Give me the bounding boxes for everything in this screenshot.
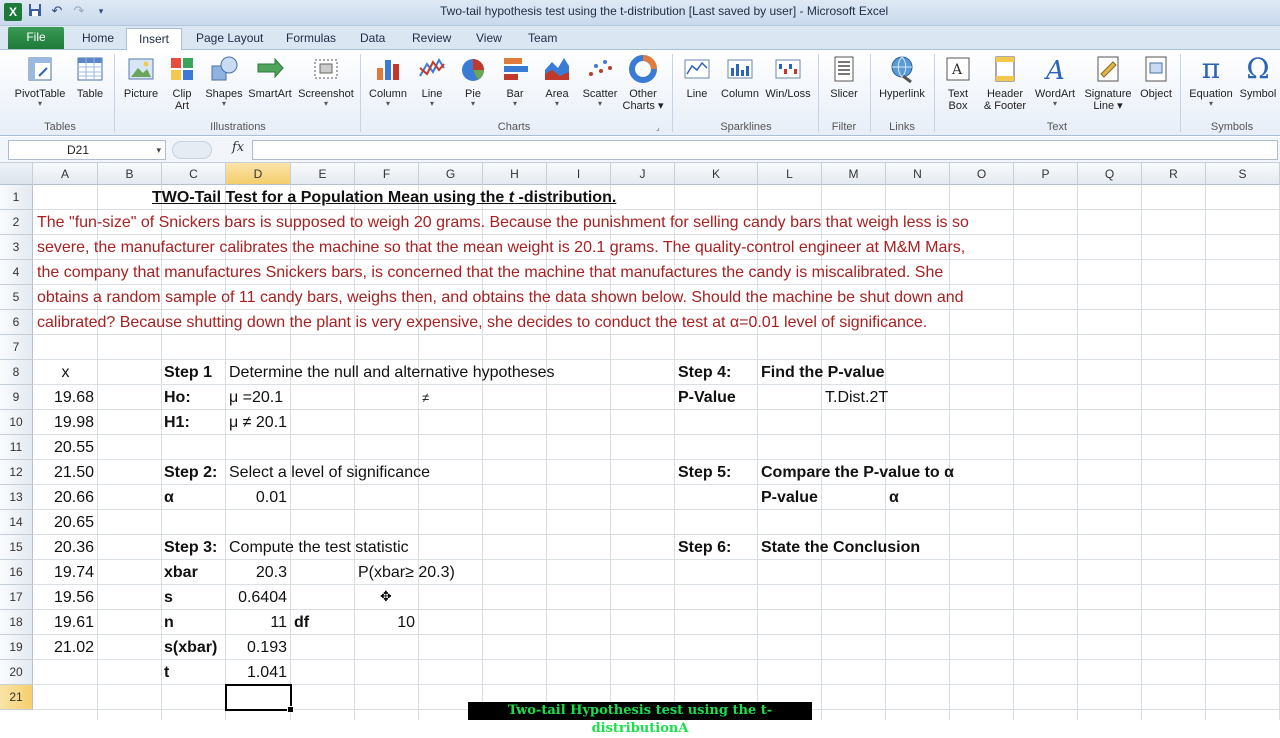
problem-line-1[interactable]: The "fun-size" of Snickers bars is supposed to weigh 20 grams. Because the punishment for selling candy bars that weigh less is so (37, 214, 969, 231)
tab-review[interactable]: Review (412, 31, 452, 45)
text-box-icon (943, 54, 973, 84)
chevron-down-icon[interactable]: ▾ (98, 7, 104, 17)
row-header-16[interactable]: 16 (0, 560, 33, 585)
gridline-horizontal (33, 659, 1280, 660)
column-header-P[interactable]: P (1014, 163, 1078, 185)
scatter-chart-dropdown: ▾ (597, 99, 602, 108)
ho-value[interactable]: μ =20.1 (229, 389, 284, 406)
pie-chart-label: Pie (465, 88, 481, 100)
problem-line-4[interactable]: obtains a random sample of 11 candy bars, weighs then, and obtains the data shown below. Should the machine be shut down and (37, 289, 964, 306)
gridline-horizontal (33, 584, 1280, 585)
row-header-5[interactable]: 5 (0, 285, 33, 310)
x-value-cell[interactable]: 20.65 (53, 514, 94, 531)
header-footer-icon (990, 54, 1020, 84)
other-charts-label-2: Charts ▾ (622, 100, 664, 112)
pvalue-function[interactable]: T.Dist.2T (825, 389, 889, 406)
tab-home[interactable]: Home (82, 31, 115, 45)
svg-text:A: A (952, 62, 963, 78)
tab-data[interactable]: Data (360, 31, 386, 45)
x-value-cell[interactable]: 19.68 (53, 389, 94, 406)
pivottable-dropdown: ▾ (37, 99, 42, 108)
row-header-14[interactable]: 14 (0, 510, 33, 535)
row-header-10[interactable]: 10 (0, 410, 33, 435)
sparkline-column-button[interactable] (718, 54, 762, 100)
row-header-9[interactable]: 9 (0, 385, 33, 410)
chevron-down-icon[interactable]: ▾ (156, 145, 161, 155)
hyperlink-button[interactable] (874, 54, 930, 100)
omega-icon: Ω (1246, 52, 1270, 85)
problem-line-3[interactable]: the company that manufactures Snickers bars, is concerned that the machine that manufactures the candy is miscalibrated. She (37, 264, 944, 281)
compare-alpha[interactable]: α (889, 489, 899, 506)
column-header-B[interactable]: B (98, 163, 162, 185)
shapes-icon (209, 54, 239, 84)
row-header-3[interactable]: 3 (0, 235, 33, 260)
step3-label[interactable]: Step 3: (164, 539, 218, 556)
gridline-horizontal (33, 359, 1280, 360)
move-cursor-icon: ✥ (380, 589, 392, 605)
gridline-vertical (949, 185, 950, 720)
group-separator (360, 54, 361, 132)
pi-icon: π (1201, 52, 1221, 85)
x-value-cell[interactable]: 21.02 (53, 639, 94, 656)
table-button[interactable] (72, 54, 108, 100)
t-label[interactable]: t (164, 664, 170, 681)
signature-line-button[interactable] (1080, 54, 1136, 112)
df-value[interactable]: 10 (397, 614, 415, 631)
gridline-horizontal (33, 384, 1280, 385)
pvalue-label[interactable]: P-Value (678, 389, 736, 406)
step4-label[interactable]: Step 4: (678, 364, 732, 381)
gridline-horizontal (33, 634, 1280, 635)
sparkline-line-label: Line (686, 88, 708, 100)
step4-text[interactable]: Find the P-value (761, 364, 885, 381)
smartart-label: SmartArt (248, 88, 292, 100)
column-header-E[interactable]: E (291, 163, 355, 185)
slicer-button[interactable] (822, 54, 866, 100)
column-header-F[interactable]: F (355, 163, 419, 185)
n-label[interactable]: n (164, 614, 174, 631)
clip-art-icon (167, 54, 197, 84)
group-separator (672, 54, 673, 132)
redo-icon[interactable]: ↷ (73, 4, 85, 19)
wordart-icon (1040, 54, 1070, 84)
worksheet-grid[interactable] (0, 163, 1280, 720)
row-header-18[interactable]: 18 (0, 610, 33, 635)
pie-chart-icon (458, 54, 488, 84)
pivottable-label: PivotTable (14, 88, 66, 100)
line-chart-dropdown: ▾ (429, 99, 434, 108)
column-header-L[interactable]: L (758, 163, 822, 185)
tab-formulas[interactable]: Formulas (286, 31, 337, 45)
clip-art-label: Clip (172, 88, 192, 100)
bar-chart-label: Bar (506, 88, 524, 100)
gridline-horizontal (33, 684, 1280, 685)
doughnut-chart-icon (628, 54, 658, 84)
sparkline-winloss-label: Win/Loss (765, 88, 811, 100)
gridline-horizontal (33, 559, 1280, 560)
signature-line-icon (1093, 54, 1123, 84)
pivottable-icon (25, 54, 55, 84)
column-header-I[interactable]: I (547, 163, 611, 185)
gridline-horizontal (33, 534, 1280, 535)
symbol-button[interactable] (1238, 54, 1278, 100)
column-header-Q[interactable]: Q (1078, 163, 1142, 185)
row-header-11[interactable]: 11 (0, 435, 33, 460)
group-links: Links (889, 121, 915, 133)
tab-page-layout[interactable]: Page Layout (196, 31, 264, 45)
column-header-C[interactable]: C (162, 163, 226, 185)
column-header-A[interactable]: A (33, 163, 98, 185)
group-separator (818, 54, 819, 132)
step6-label[interactable]: Step 6: (678, 539, 732, 556)
column-chart-dropdown: ▾ (385, 99, 390, 108)
sheet-title[interactable] (152, 185, 616, 210)
window-title: Two-tail hypothesis test using the t-distribution [Last saved by user] - Microsoft Excel (440, 4, 889, 18)
formula-controls[interactable] (172, 141, 212, 159)
object-label: Object (1140, 88, 1172, 100)
gridline-vertical (1205, 185, 1206, 720)
row-header-15[interactable]: 15 (0, 535, 33, 560)
scatter-chart-icon (585, 54, 615, 84)
signature-line-label: Signature (1084, 88, 1132, 100)
row-header-21[interactable]: 21 (0, 685, 33, 710)
x-value-cell[interactable]: 21.50 (53, 464, 94, 481)
step1-label[interactable]: Step 1 (164, 364, 213, 381)
slicer-icon (829, 54, 859, 84)
screenshot-dropdown: ▾ (323, 99, 328, 108)
gridline-vertical (1141, 185, 1142, 720)
shapes-dropdown: ▾ (221, 99, 226, 108)
sparkline-winloss-icon (773, 54, 803, 84)
globe-link-icon (887, 54, 917, 84)
clip-art-button[interactable] (164, 54, 200, 112)
wordart-dropdown: ▾ (1052, 99, 1057, 108)
header-footer-label-2: & Footer (983, 100, 1027, 112)
other-charts-button[interactable] (622, 54, 664, 112)
sxbar-value[interactable]: 0.193 (246, 639, 287, 656)
screenshot-icon (311, 54, 341, 84)
sheet-title-t: t (508, 189, 515, 206)
gridline-horizontal (33, 459, 1280, 460)
row-header-17[interactable]: 17 (0, 585, 33, 610)
group-tables: Tables (44, 121, 76, 133)
ho-label[interactable]: Ho: (164, 389, 191, 406)
column-header-R[interactable]: R (1142, 163, 1206, 185)
t-value[interactable]: 1.041 (246, 664, 287, 681)
header-footer-label: Header (986, 88, 1024, 100)
column-chart-label: Column (369, 88, 407, 100)
excel-logo-icon[interactable]: X (4, 3, 22, 21)
step5-text[interactable]: Compare the P-value to α (761, 464, 954, 481)
h1-label[interactable]: H1: (164, 414, 190, 431)
smartart-icon (255, 54, 285, 84)
group-filter: Filter (831, 121, 857, 133)
group-separator (934, 54, 935, 132)
s-label[interactable]: s (164, 589, 173, 606)
scatter-chart-button[interactable] (578, 54, 622, 108)
x-value-cell[interactable]: 20.55 (53, 439, 94, 456)
step2-text[interactable]: Select a level of significance (229, 464, 430, 481)
column-header-M[interactable]: M (822, 163, 886, 185)
table-label: Table (76, 88, 104, 100)
title-bar (0, 0, 1280, 26)
group-text: Text (1046, 121, 1068, 133)
group-separator (1180, 54, 1181, 132)
active-cell[interactable] (225, 684, 292, 711)
sparkline-line-icon (682, 54, 712, 84)
gridline-horizontal (33, 509, 1280, 510)
wordart-button[interactable] (1032, 54, 1078, 108)
n-value[interactable]: 11 (270, 614, 287, 631)
row-header-13[interactable]: 13 (0, 485, 33, 510)
row-header-8[interactable]: 8 (0, 360, 33, 385)
step3-text[interactable]: Compute the test statistic (229, 539, 409, 556)
x-value-cell[interactable]: 19.56 (53, 589, 94, 606)
column-header-H[interactable]: H (483, 163, 547, 185)
formula-input[interactable] (252, 140, 1278, 160)
pie-chart-button[interactable] (454, 54, 492, 108)
equation-dropdown: ▾ (1208, 99, 1213, 108)
insert-function-icon[interactable]: fx (232, 140, 245, 155)
row-header-6[interactable]: 6 (0, 310, 33, 335)
text-box-label-2: Box (948, 100, 968, 112)
compare-pvalue[interactable]: P-value (761, 489, 818, 506)
neq-symbol[interactable]: ≠ (422, 390, 430, 405)
row-header-7[interactable]: 7 (0, 335, 33, 360)
picture-label: Picture (123, 88, 159, 100)
svg-text:A: A (1046, 56, 1065, 86)
tab-file[interactable]: File (8, 27, 64, 49)
screenshot-button[interactable] (296, 54, 356, 108)
gridline-horizontal (33, 434, 1280, 435)
column-header-K[interactable]: K (675, 163, 758, 185)
line-chart-button[interactable] (414, 54, 450, 108)
row-header-12[interactable]: 12 (0, 460, 33, 485)
sparkline-column-label: Column (721, 88, 759, 100)
text-box-button[interactable] (938, 54, 978, 112)
column-header-N[interactable]: N (886, 163, 950, 185)
x-value-cell[interactable]: 20.36 (53, 539, 94, 556)
group-separator (114, 54, 115, 132)
clip-art-label-2: Art (174, 100, 190, 112)
x-value-cell[interactable]: 20.66 (53, 489, 94, 506)
step2-label[interactable]: Step 2: (164, 464, 218, 481)
x-header[interactable]: x (61, 364, 70, 381)
object-icon (1141, 54, 1171, 84)
gridline-horizontal (33, 484, 1280, 485)
area-chart-label: Area (545, 88, 569, 100)
column-chart-icon (373, 54, 403, 84)
x-value-cell[interactable]: 19.98 (53, 414, 94, 431)
line-chart-icon (417, 54, 447, 84)
dialog-launcher-icon[interactable]: ⌟ (656, 123, 660, 132)
column-header-J[interactable]: J (611, 163, 675, 185)
undo-icon[interactable]: ↶ (51, 4, 63, 19)
step1-text[interactable]: Determine the null and alternative hypotheses (229, 364, 555, 381)
h1-value[interactable]: μ ≠ 20.1 (229, 414, 288, 431)
gridline-horizontal (33, 609, 1280, 610)
sxbar-label[interactable]: s(xbar) (164, 639, 218, 656)
hyperlink-label: Hyperlink (879, 88, 925, 100)
s-value[interactable]: 0.6404 (238, 589, 287, 606)
ribbon-tabs (0, 26, 1280, 50)
other-charts-label: Other (629, 88, 657, 100)
area-chart-icon (542, 54, 572, 84)
video-caption: Two-tail Hypothesis test using the t-distributionA (468, 702, 812, 720)
sparkline-winloss-button[interactable] (762, 54, 814, 100)
symbol-label: Symbol (1239, 88, 1277, 100)
column-header-G[interactable]: G (419, 163, 483, 185)
sparkline-line-button[interactable] (678, 54, 716, 100)
equation-button[interactable] (1184, 54, 1238, 108)
x-value-cell[interactable]: 19.61 (53, 614, 94, 631)
step5-label[interactable]: Step 5: (678, 464, 732, 481)
alpha-label[interactable]: α (164, 489, 174, 506)
problem-line-2[interactable]: severe, the manufacturer calibrates the machine so that the mean weight is 20.1 grams. The quality-control engineer at M&M Mars, (37, 239, 966, 256)
sheet-title-pre: TWO-Tail Test for a Population Mean using the (152, 189, 509, 206)
row-header-2[interactable]: 2 (0, 210, 33, 235)
column-header-S[interactable]: S (1206, 163, 1280, 185)
name-box-value: D21 (67, 143, 90, 157)
equation-label: Equation (1189, 88, 1233, 100)
row-header-1[interactable]: 1 (0, 185, 33, 210)
bar-chart-icon (500, 54, 530, 84)
column-header-D[interactable]: D (226, 163, 291, 185)
shapes-label: Shapes (205, 88, 243, 100)
name-box[interactable] (8, 140, 166, 160)
scatter-chart-label: Scatter (582, 88, 618, 100)
column-chart-button[interactable] (364, 54, 412, 108)
screenshot-label: Screenshot (298, 88, 354, 100)
table-icon (75, 54, 105, 84)
wordart-label: WordArt (1034, 88, 1076, 100)
problem-line-5[interactable]: calibrated? Because shutting down the plant is very expensive, she decides to conduct the test at α=0.01 level of significance. (37, 314, 928, 331)
object-button[interactable] (1136, 54, 1176, 100)
header-footer-button[interactable] (980, 54, 1030, 112)
xbar-label[interactable]: xbar (164, 564, 198, 581)
select-all-corner[interactable] (0, 163, 33, 185)
row-header-19[interactable]: 19 (0, 635, 33, 660)
group-illustrations: Illustrations (210, 121, 266, 133)
gridline-vertical (1013, 185, 1014, 720)
slicer-label: Slicer (830, 88, 858, 100)
area-chart-dropdown: ▾ (554, 99, 559, 108)
picture-button[interactable] (120, 54, 162, 100)
line-chart-label: Line (421, 88, 443, 100)
group-symbols: Symbols (1210, 121, 1254, 133)
row-header-4[interactable]: 4 (0, 260, 33, 285)
pivottable-button[interactable] (10, 54, 70, 108)
gridline-vertical (1077, 185, 1078, 720)
group-charts: Charts (497, 121, 531, 133)
text-box-label: Text (947, 88, 969, 100)
ribbon-insert (0, 50, 1280, 136)
df-label[interactable]: df (294, 614, 310, 631)
group-separator (870, 54, 871, 132)
gridline-horizontal (33, 409, 1280, 410)
bar-chart-dropdown: ▾ (512, 99, 517, 108)
picture-icon (126, 54, 156, 84)
bar-chart-button[interactable] (496, 54, 534, 108)
probability-text[interactable]: P(xbar≥ 20.3) (358, 564, 455, 581)
alpha-value[interactable]: 0.01 (255, 489, 287, 506)
xbar-value[interactable]: 20.3 (255, 564, 287, 581)
row-header-20[interactable]: 20 (0, 660, 33, 685)
smartart-button[interactable] (246, 54, 294, 100)
sparkline-column-icon (725, 54, 755, 84)
pie-chart-dropdown: ▾ (470, 99, 475, 108)
tab-view[interactable]: View (476, 31, 502, 45)
column-header-O[interactable]: O (950, 163, 1014, 185)
formula-bar (0, 137, 1280, 163)
shapes-button[interactable] (202, 54, 246, 108)
area-chart-button[interactable] (538, 54, 576, 108)
group-sparklines: Sparklines (720, 121, 772, 133)
step6-text[interactable]: State the Conclusion (761, 539, 921, 556)
signature-line-label-2: Line ▾ (1093, 100, 1123, 112)
tab-team[interactable]: Team (528, 31, 558, 45)
x-value-cell[interactable]: 19.74 (53, 564, 94, 581)
tab-insert[interactable]: Insert (126, 28, 182, 52)
sheet-title-post: -distribution. (514, 189, 617, 206)
